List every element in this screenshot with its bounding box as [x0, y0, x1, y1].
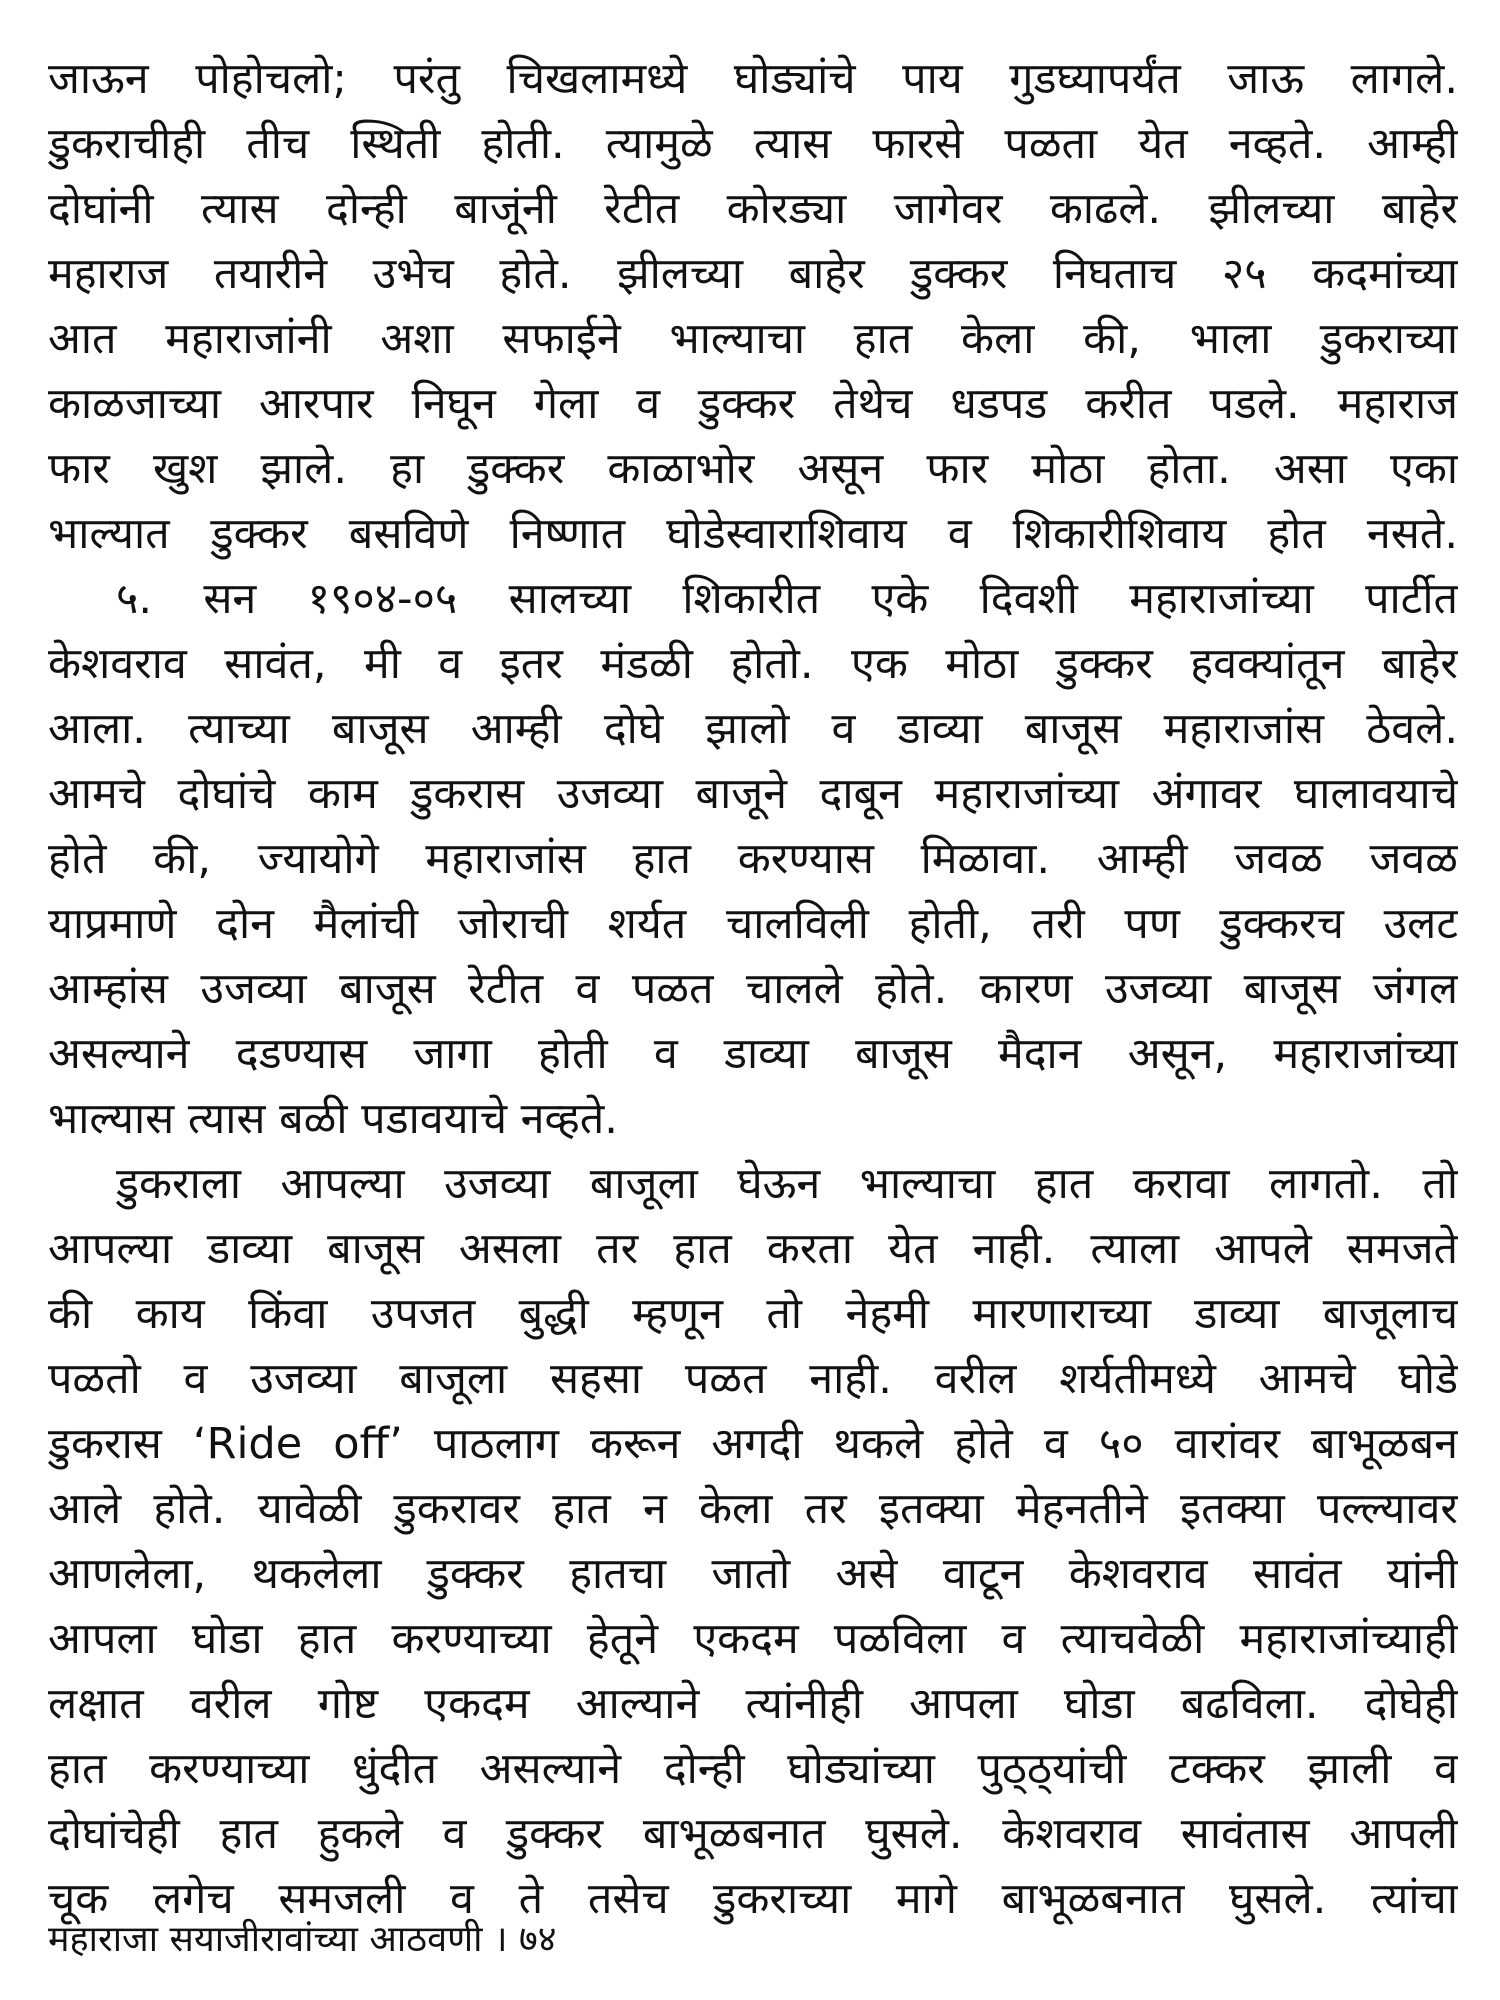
text-line: महाराज तयारीने उभेच होते. झीलच्या बाहेर डुक्कर निघताच २५ कदमांच्या	[48, 249, 1458, 299]
text-line: आम्हांस उजव्या बाजूस रेटीत व पळत चालले होते. कारण उजव्या बाजूस जंगल	[48, 964, 1458, 1014]
text-line: दोघांनी त्यास दोन्ही बाजूंनी रेटीत कोरड्या जागेवर काढले. झीलच्या बाहेर	[48, 184, 1458, 234]
text-line: दोघांचेही हात हुकले व डुक्कर बाभूळबनात घुसले. केशवराव सावंतास आपली	[48, 1809, 1458, 1859]
text-line: हात करण्याच्या धुंदीत असल्याने दोन्ही घोड्यांच्या पुठ्ठ्यांची टक्कर झाली व	[48, 1744, 1458, 1794]
text-line: काळजाच्या आरपार निघून गेला व डुक्कर तेथेच धडपड करीत पडले. महाराज	[48, 379, 1458, 429]
text-line: आले होते. यावेळी डुकरावर हात न केला तर इतक्या मेहनतीने इतक्या पल्ल्यावर	[48, 1484, 1458, 1534]
text-line: पळतो व उजव्या बाजूला सहसा पळत नाही. वरील शर्यतीमध्ये आमचे घोडे	[48, 1354, 1458, 1404]
text-line: आपल्या डाव्या बाजूस असला तर हात करता येत नाही. त्याला आपले समजते	[48, 1224, 1458, 1274]
text-line: भाल्यात डुक्कर बसविणे निष्णात घोडेस्वाराशिवाय व शिकारीशिवाय होत नसते.	[48, 509, 1458, 559]
text-line: चूक लगेच समजली व ते तसेच डुकराच्या मागे बाभूळबनात घुसले. त्यांचा	[48, 1874, 1458, 1924]
paragraph-start-line: ५. सन १९०४-०५ सालच्या शिकारीत एके दिवशी महाराजांच्या पार्टीत	[116, 574, 1458, 624]
paragraph-start-line: डुकराला आपल्या उजव्या बाजूला घेऊन भाल्याचा हात करावा लागतो. तो	[116, 1159, 1458, 1209]
paragraph-end-line: भाल्यास त्यास बळी पडावयाचे नव्हते.	[48, 1094, 618, 1144]
text-line: असल्याने दडण्यास जागा होती व डाव्या बाजूस मैदान असून, महाराजांच्या	[48, 1029, 1458, 1079]
page-footer: महाराजा सयाजीरावांच्या आठवणी । ७४	[48, 1919, 557, 1960]
text-line: लक्षात वरील गोष्ट एकदम आल्याने त्यांनीही आपला घोडा बढविला. दोघेही	[48, 1679, 1458, 1729]
text-line: केशवराव सावंत, मी व इतर मंडळी होतो. एक मोठा डुक्कर हवक्यांतून बाहेर	[48, 639, 1458, 689]
text-line: आला. त्याच्या बाजूस आम्ही दोघे झालो व डाव्या बाजूस महाराजांस ठेवले.	[48, 704, 1458, 754]
text-line: डुकराचीही तीच स्थिती होती. त्यामुळे त्यास फारसे पळता येत नव्हते. आम्ही	[48, 119, 1458, 169]
text-line: डुकरास ‘Ride off’ पाठलाग करून अगदी थकले होते व ५० वारांवर बाभूळबन	[48, 1419, 1458, 1469]
text-line: होते की, ज्यायोगे महाराजांस हात करण्यास मिळावा. आम्ही जवळ जवळ	[48, 834, 1458, 884]
text-line: आत महाराजांनी अशा सफाईने भाल्याचा हात केला की, भाला डुकराच्या	[48, 314, 1458, 364]
text-line: याप्रमाणे दोन मैलांची जोराची शर्यत चालविली होती, तरी पण डुक्करच उलट	[48, 899, 1458, 949]
text-line: की काय किंवा उपजत बुद्धी म्हणून तो नेहमी मारणाराच्या डाव्या बाजूलाच	[48, 1289, 1458, 1339]
page-body	[48, 44, 1458, 1934]
text-line: आपला घोडा हात करण्याच्या हेतूने एकदम पळविला व त्याचवेळी महाराजांच्याही	[48, 1614, 1458, 1664]
text-line: फार खुश झाले. हा डुक्कर काळाभोर असून फार मोठा होता. असा एका	[48, 444, 1458, 494]
text-line: आणलेला, थकलेला डुक्कर हातचा जातो असे वाटून केशवराव सावंत यांनी	[48, 1549, 1458, 1599]
text-line: आमचे दोघांचे काम डुकरास उजव्या बाजूने दाबून महाराजांच्या अंगावर घालावयाचे	[48, 769, 1458, 819]
text-line: जाऊन पोहोचलो; परंतु चिखलामध्ये घोड्यांचे पाय गुडघ्यापर्यंत जाऊ लागले.	[48, 54, 1458, 104]
